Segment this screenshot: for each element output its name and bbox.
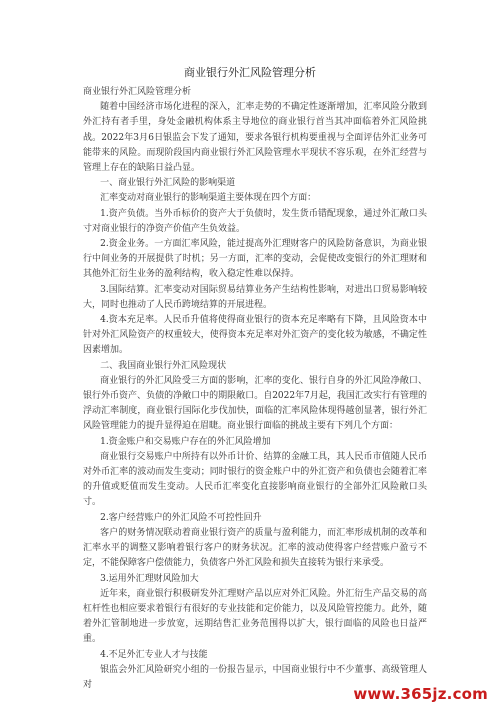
paragraph: 3.国际结算。汇率变动对国际贸易结算业务产生结构性影响，对进出口贸易影响较大，同时也推动了人民币跨境结算的开展进程。 xyxy=(83,284,427,310)
section-heading-1: 一、商业银行外汇风险的影响渠道 xyxy=(100,178,236,189)
subheading: 3.运用外汇理财风险加大 xyxy=(100,573,199,584)
paragraph: 客户的财务情况联动着商业银行资产的质量与盈利能力，而汇率形成机制的改革和汇率水平的调整又影响着银行客户的财务状况。汇率的波动使得客户经营账户盈亏不定，不能保障客户偿债能力，负债客户外汇风险和损失直接转为银行来承受。 xyxy=(83,527,427,569)
subheading: 1.资金账户和交易账户存在的外汇风险增加 xyxy=(100,436,271,447)
paragraph: 4.资本充足率。人民币升值将使得商业银行的资本充足率略有下降，且风险资本中针对外汇风险资产的权重较大，使得资本充足率对外汇资产的变化较为敏感，不确定性因素增加。 xyxy=(83,315,427,356)
site-watermark: www.365jz.com xyxy=(353,685,488,703)
document-subtitle: 商业银行外汇风险管理分析 xyxy=(83,87,192,97)
document-body xyxy=(83,85,427,693)
paragraph: 汇率变动对商业银行的影响渠道主要体现在四个方面： xyxy=(100,193,317,204)
subheading: 4.不足外汇专业人才与技能 xyxy=(100,649,208,660)
paragraph: 银监会外汇风险研究小组的一份报告显示，中国商业银行中不少董事、高级管理人对 xyxy=(83,664,427,690)
paragraph: 商业银行的外汇风险受三方面的影响，汇率的变化、银行自身的外汇风险净敞口、银行外币资产、负债的净敞口中的期限敞口。自2022年7月起，我国汇改实行有管理的浮动汇率制度，商业银行国际化步伐加快，面临的汇率风险体现得越创显著，银行外汇风险管理能力的提升显得迫在眉睫。商业银行面临的挑战主要有下列几个方面： xyxy=(83,375,427,432)
subheading: 2.客户经营账户的外汇风险不可控性回升 xyxy=(100,512,262,523)
paragraph: 2.资金业务。一方面汇率风险，能过提高外汇理财客户的风险防备意识，为商业银行中间业务的开展提供了时机；另一方面，汇率的变动，会促使改变银行的外汇理财和其他外汇衍生业务的盈利结构，收入稳定性难以保持。 xyxy=(83,239,427,280)
paragraph: 商业银行交易账户中所持有以外币计价、结算的金融工具，其人民币市值随人民币对外币汇率的波动而发生变动；同时银行的资金账户中的外汇资产和负债也会随着汇率的升值或贬值而发生变动。人民币汇率变化直接影响商业银行的全部外汇风险敞口头寸。 xyxy=(83,451,427,508)
paragraph: 1.资产负债。当外币标价的资产大于负债时，发生货币错配现象，通过外汇敞口头寸对商业银行的净资产价值产生负效益。 xyxy=(83,208,427,234)
paragraph: 近年来，商业银行积极研发外汇理财产品以应对外汇风险。外汇衍生产品交易的高杠杆性也相应要求着银行有很好的专业技能和定价能力，以及风险管控能力。此外，随着外汇管制地进一步放宽，远期结售汇业务范围得以扩大，银行面临的风险也日益严重。 xyxy=(83,588,427,645)
document-title: 商业银行外汇风险管理分析 xyxy=(184,66,316,79)
paragraph-intro: 随着中国经济市场化进程的深入，汇率走势的不确定性逐渐增加，汇率风险分散到外汇持有者手里，身处金融机构体系主导地位的商业银行首当其冲面临着外汇风险挑战。2022年3月6日银监会下发了通知，要求各银行机构要重视与全面评估外汇业务可能带来的风险。而现阶段国内商业银行外汇风险管理水平现状不容乐观，在外汇经营与管理上存在的缺陷日益凸显。 xyxy=(83,102,427,174)
section-heading-2: 二、我国商业银行外汇风险现状 xyxy=(100,360,227,371)
